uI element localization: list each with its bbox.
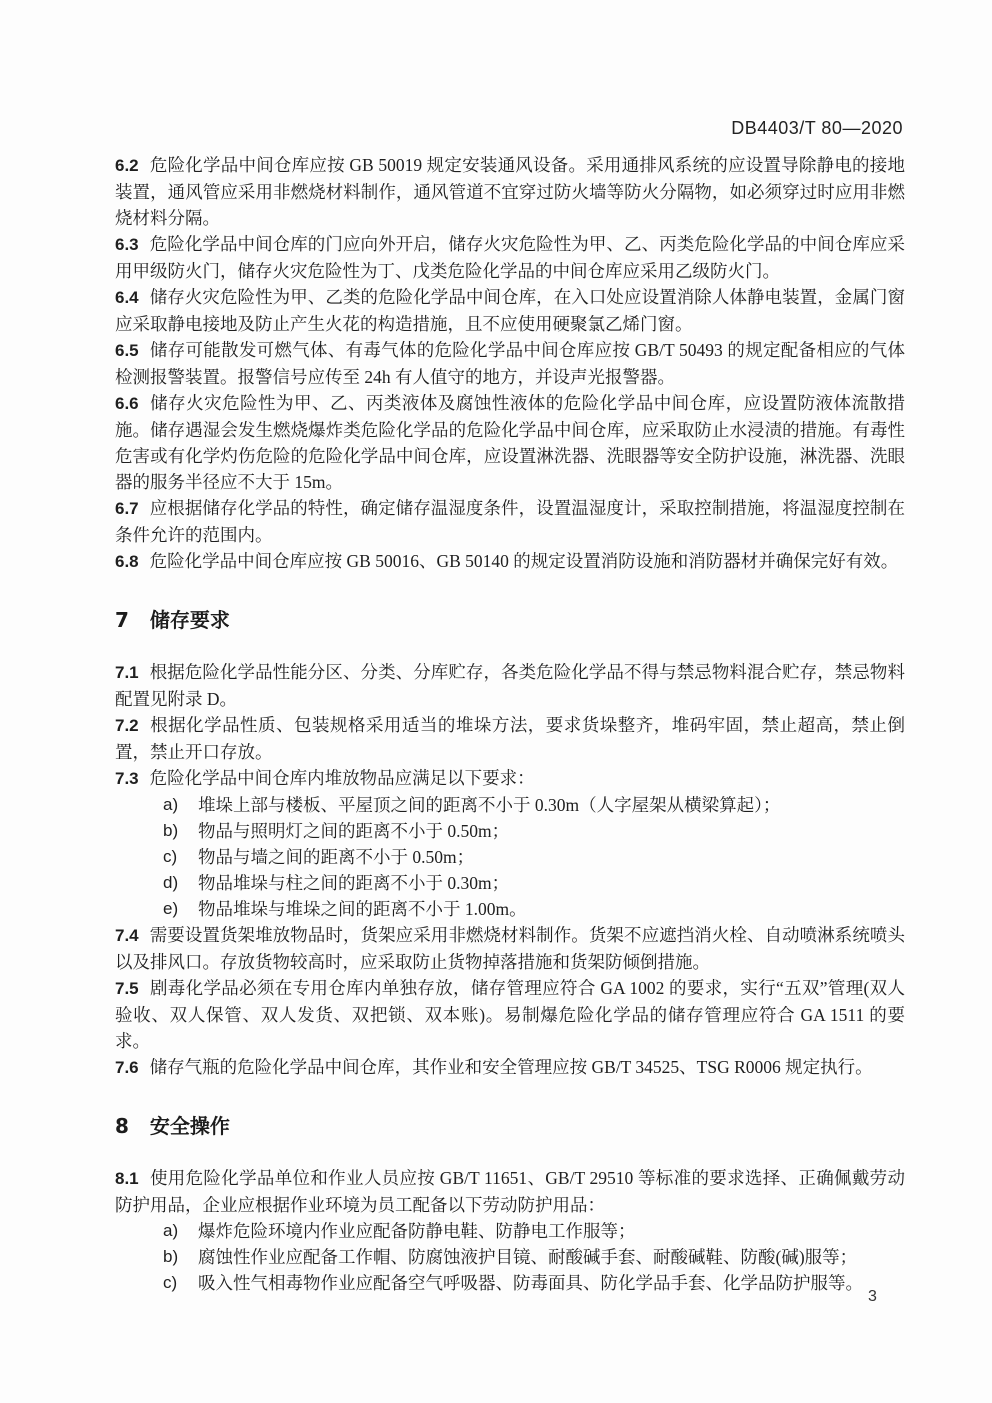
- document-body: [115, 152, 905, 1296]
- list-item-label: e): [163, 899, 179, 918]
- list-item: [115, 1270, 905, 1296]
- list-item-label: a): [163, 1221, 179, 1240]
- page-number: 3: [868, 1288, 877, 1305]
- list-item: [115, 844, 905, 870]
- list-item: [115, 870, 905, 896]
- clause-number: 7.3: [115, 769, 139, 788]
- list-item-text: 物品堆垛与堆垛之间的距离不小于 1.00m。: [198, 899, 527, 919]
- clause-6-8: [115, 548, 905, 575]
- clause-text: 根据危险化学品性能分区、分类、分库贮存，各类危险化学品不得与禁忌物料混合贮存，禁忌物料配置见附录 D。: [115, 662, 905, 709]
- clause-number: 6.6: [115, 394, 139, 413]
- clause-number: 6.8: [115, 552, 139, 571]
- clause-number: 7.5: [115, 979, 139, 998]
- list-item-label: a): [163, 795, 179, 814]
- list-item-text: 堆垛上部与楼板、平屋顶之间的距离不小于 0.30m（人字屋架从横梁算起）；: [198, 795, 781, 815]
- clause-number: 7.6: [115, 1058, 139, 1077]
- clause-number: 6.7: [115, 499, 139, 518]
- clause-number: 6.3: [115, 235, 139, 254]
- section-number: 8: [115, 1114, 129, 1138]
- clause-text: 应根据储存化学品的特性，确定储存温湿度条件，设置温湿度计，采取控制措施，将温湿度控制在条件允许的范围内。: [115, 498, 905, 545]
- clause-text: 储存火灾危险性为甲、乙类的危险化学品中间仓库，在入口处应设置消除人体静电装置，金属门窗应采取静电接地及防止产生火花的构造措施，且不应使用硬聚氯乙烯门窗。: [115, 287, 905, 334]
- list-item-text: 腐蚀性作业应配备工作帽、防腐蚀液护目镜、耐酸碱手套、耐酸碱鞋、防酸(碱)服等；: [198, 1247, 858, 1267]
- list-item-text: 吸入性气相毒物作业应配备空气呼吸器、防毒面具、防化学品手套、化学品防护服等。: [198, 1273, 863, 1293]
- list-item-label: d): [163, 873, 179, 892]
- clause-text: 剧毒化学品必须在专用仓库内单独存放，储存管理应符合 GA 1002 的要求，实行“五双”管理(双人验收、双人保管、双人发货、双把锁、双本账)。易制爆危险化学品的储存管理应符合 GA 1511 的要求。: [115, 978, 905, 1051]
- section-7-heading: [115, 607, 905, 633]
- clause-7-3: [115, 765, 905, 792]
- section-title: 安全操作: [149, 1114, 230, 1138]
- page-header: [115, 118, 903, 139]
- clause-6-5: [115, 337, 905, 390]
- doc-code: DB4403/T 80—2020: [731, 118, 903, 138]
- list-item: [115, 896, 905, 922]
- clause-text: 储存可能散发可燃气体、有毒气体的危险化学品中间仓库应按 GB/T 50493 的规定配备相应的气体检测报警装置。报警信号应传至 24h 有人值守的地方，并设声光报警器。: [115, 340, 905, 387]
- clause-text: 储存气瓶的危险化学品中间仓库，其作业和安全管理应按 GB/T 34525、TSG R0006 规定执行。: [149, 1057, 873, 1077]
- clause-7-6: [115, 1054, 905, 1081]
- section-number: 7: [115, 608, 129, 632]
- clause-text: 使用危险化学品单位和作业人员应按 GB/T 11651、GB/T 29510 等标准的要求选择、正确佩戴劳动防护用品，企业应根据作业环境为员工配备以下劳动防护用品：: [115, 1168, 905, 1215]
- clause-7-2: [115, 712, 905, 765]
- list-item: [115, 1218, 905, 1244]
- clause-text: 根据化学品性质、包装规格采用适当的堆垛方法，要求货垛整齐，堆码牢固，禁止超高，禁止倒置，禁止开口存放。: [115, 715, 905, 762]
- list-item-text: 爆炸危险环境内作业应配备防静电鞋、防静电工作服等；: [198, 1221, 636, 1241]
- clause-text: 危险化学品中间仓库应按 GB 50019 规定安装通风设备。采用通排风系统的应设置导除静电的接地装置，通风管应采用非燃烧材料制作，通风管道不宜穿过防火墙等防火分隔物，如必须穿过时应用非燃烧材料分隔。: [115, 155, 905, 228]
- list-item: [115, 792, 905, 818]
- list-item-text: 物品堆垛与柱之间的距离不小于 0.30m；: [198, 873, 510, 893]
- list-item-label: b): [163, 821, 179, 840]
- clause-number: 7.4: [115, 926, 139, 945]
- clause-6-2: [115, 152, 905, 231]
- clause-number: 6.4: [115, 288, 139, 307]
- list-item: [115, 818, 905, 844]
- list-item-label: c): [163, 847, 178, 866]
- clause-number: 7.2: [115, 716, 139, 735]
- clause-number: 8.1: [115, 1169, 139, 1188]
- list-item: [115, 1244, 905, 1270]
- clause-text: 危险化学品中间仓库应按 GB 50016、GB 50140 的规定设置消防设施和消防器材并确保完好有效。: [149, 551, 899, 571]
- clause-text: 危险化学品中间仓库的门应向外开启，储存火灾危险性为甲、乙、丙类危险化学品的中间仓库应采用甲级防火门，储存火灾危险性为丁、戊类危险化学品的中间仓库应采用乙级防火门。: [115, 234, 905, 281]
- clause-6-6: [115, 390, 905, 495]
- list-item-label: b): [163, 1247, 179, 1266]
- clause-7-1: [115, 659, 905, 712]
- clause-text: 需要设置货架堆放物品时，货架应采用非燃烧材料制作。货架不应遮挡消火栓、自动喷淋系统喷头以及排风口。存放货物较高时，应采取防止货物掉落措施和货架防倾倒措施。: [115, 925, 905, 972]
- clause-7-4: [115, 922, 905, 975]
- clause-number: 6.5: [115, 341, 139, 360]
- clause-6-7: [115, 495, 905, 548]
- clause-6-4: [115, 284, 905, 337]
- clause-7-5: [115, 975, 905, 1054]
- clause-number: 6.2: [115, 156, 139, 175]
- clause-text: 危险化学品中间仓库内堆放物品应满足以下要求：: [149, 768, 535, 788]
- clause-number: 7.1: [115, 663, 139, 682]
- section-8-heading: [115, 1113, 905, 1139]
- clause-8-1: [115, 1165, 905, 1218]
- clause-6-3: [115, 231, 905, 284]
- list-item-text: 物品与墙之间的距离不小于 0.50m；: [198, 847, 475, 867]
- list-item-text: 物品与照明灯之间的距离不小于 0.50m；: [198, 821, 510, 841]
- section-title: 储存要求: [149, 608, 230, 632]
- list-item-label: c): [163, 1273, 178, 1292]
- clause-text: 储存火灾危险性为甲、乙、丙类液体及腐蚀性液体的危险化学品中间仓库，应设置防液体流散措施。储存遇湿会发生燃烧爆炸类危险化学品的危险化学品中间仓库，应采取防止水浸渍的措施。有毒性危害或有化学灼伤危险的危险化学品中间仓库，应设置淋洗器、洗眼器等安全防护设施，淋洗器、洗眼器的服务半径应不大于 15m。: [115, 393, 905, 492]
